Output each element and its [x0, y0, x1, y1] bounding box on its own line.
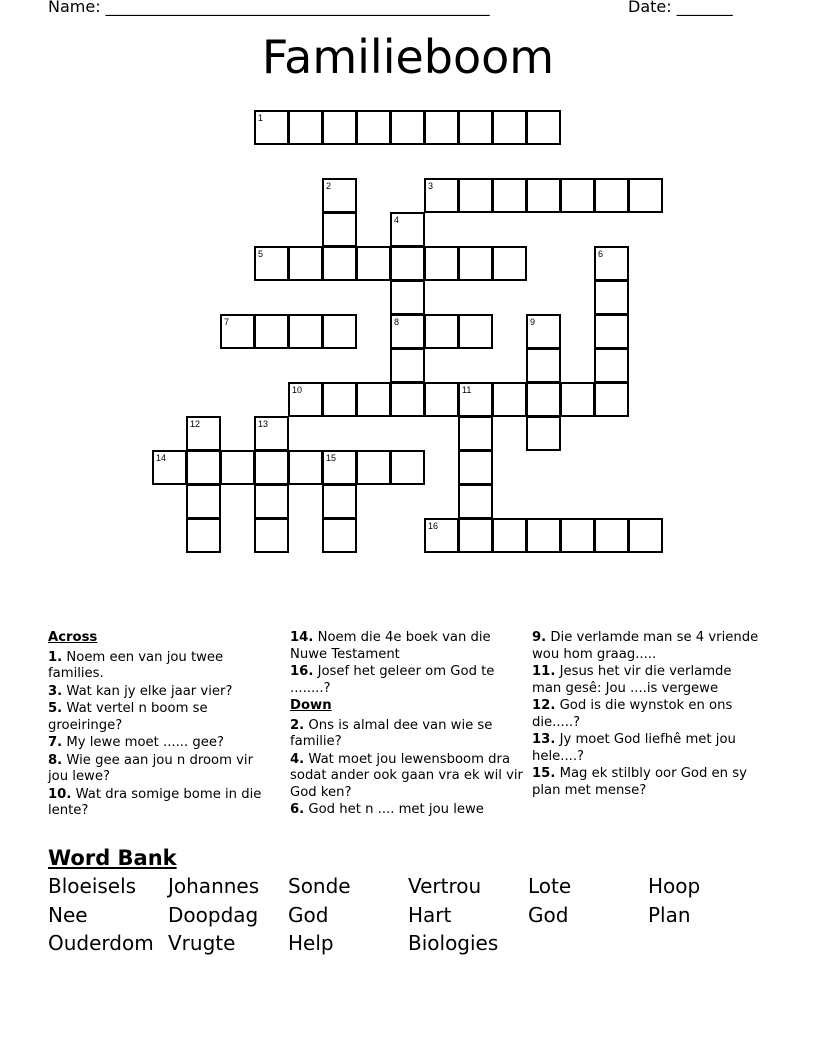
crossword-cell[interactable] — [458, 382, 493, 417]
cell-number: 7 — [224, 317, 230, 327]
crossword-cell[interactable] — [186, 416, 221, 451]
crossword-cell[interactable] — [526, 314, 561, 349]
clue-down-11: 11. Jesus het vir die verlamde man gesê: Jou ....is vergewe — [532, 664, 732, 696]
crossword-cell[interactable] — [424, 314, 459, 349]
word-bank-item: God — [528, 902, 569, 927]
crossword-cell[interactable] — [322, 314, 357, 349]
crossword-cell[interactable] — [220, 314, 255, 349]
clue-down-9: 9. Die verlamde man se 4 vriende wou hom graag..... — [532, 630, 759, 662]
crossword-cell[interactable] — [458, 110, 493, 145]
crossword-cell[interactable] — [526, 178, 561, 213]
crossword-cell[interactable] — [526, 416, 561, 451]
crossword-cell[interactable] — [322, 518, 357, 553]
cell-number: 16 — [428, 521, 439, 531]
word-bank-title: Word Bank — [48, 846, 177, 870]
crossword-cell[interactable] — [594, 280, 629, 315]
clue-across-10: 10. Wat dra somige bome in die lente? — [48, 786, 262, 818]
crossword-cell[interactable] — [390, 212, 425, 247]
clue-across-1: 1. Noem een van jou twee families. — [48, 649, 224, 681]
clue-down-13: 13. Jy moet God liefhê met jou hele....? — [532, 732, 736, 764]
crossword-cell[interactable] — [356, 382, 391, 417]
clue-across-3: 3. Wat kan jy elke jaar vier? — [48, 683, 233, 699]
word-bank-item: Vrugte — [168, 931, 236, 955]
cell-number: 15 — [326, 453, 337, 463]
crossword-cell[interactable] — [254, 314, 289, 349]
clues-column-3 — [532, 630, 762, 800]
clue-down-6: 6. God het n .... met jou lewe — [290, 802, 484, 817]
crossword-cell[interactable] — [390, 280, 425, 315]
word-bank-item: Help — [288, 931, 334, 955]
crossword-cell[interactable] — [186, 450, 221, 485]
cell-number: 10 — [292, 385, 303, 395]
clue-across-5: 5. Wat vertel n boom se groeiringe? — [48, 701, 208, 733]
crossword-cell[interactable] — [254, 246, 289, 281]
crossword-cell[interactable] — [288, 110, 323, 145]
word-bank-item: Lote — [528, 874, 572, 898]
crossword-cell[interactable] — [322, 246, 357, 281]
crossword-cell[interactable] — [594, 348, 629, 383]
crossword-cell[interactable] — [356, 450, 391, 485]
crossword-cell[interactable] — [322, 178, 357, 213]
crossword-cell[interactable] — [390, 110, 425, 145]
crossword-cell[interactable] — [458, 518, 493, 553]
name-label: Name: ________________________________________________ — [48, 0, 490, 16]
crossword-cell[interactable] — [424, 246, 459, 281]
cell-number: 5 — [258, 249, 264, 259]
crossword-cell[interactable] — [356, 110, 391, 145]
crossword-cell[interactable] — [492, 246, 527, 281]
crossword-cell[interactable] — [322, 484, 357, 519]
cell-number: 1 — [258, 113, 264, 123]
across-heading: Across — [48, 630, 98, 645]
crossword-cell[interactable] — [526, 348, 561, 383]
cell-number: 3 — [428, 181, 434, 191]
cell-number: 11 — [462, 385, 472, 395]
crossword-cell[interactable] — [322, 110, 357, 145]
cell-number: 14 — [156, 453, 167, 463]
crossword-cell[interactable] — [526, 110, 561, 145]
crossword-cell[interactable] — [424, 110, 459, 145]
crossword-cell[interactable] — [254, 416, 289, 451]
crossword-cell[interactable] — [560, 382, 595, 417]
word-bank-item: Doopdag — [168, 902, 259, 927]
crossword-cell[interactable] — [254, 484, 289, 519]
crossword-cell[interactable] — [424, 178, 459, 213]
cell-number: 2 — [326, 181, 332, 191]
crossword-cell[interactable] — [254, 518, 289, 553]
crossword-cell[interactable] — [186, 484, 221, 519]
crossword-cell[interactable] — [594, 246, 629, 281]
down-heading: Down — [290, 698, 332, 713]
clue-across-16: 16. Josef het geleer om God te ........? — [290, 664, 495, 696]
crossword-cell[interactable] — [594, 178, 629, 213]
clue-across-8: 8. Wie gee aan jou n droom vir jou lewe? — [48, 752, 254, 784]
crossword-cell[interactable] — [424, 518, 459, 553]
page-title: Familieboom — [261, 30, 555, 84]
clue-down-4: 4. Wat moet jou lewensboom dra sodat ander ook gaan vra ek wil vir God ken? — [290, 751, 523, 800]
crossword-cell[interactable] — [492, 382, 527, 417]
crossword-cell[interactable] — [492, 178, 527, 213]
crossword-cell[interactable] — [322, 212, 357, 247]
word-bank-item: Hart — [408, 902, 452, 927]
crossword-cell[interactable] — [186, 518, 221, 553]
clue-down-15: 15. Mag ek stilbly oor God en sy plan met mense? — [532, 766, 747, 798]
crossword-cell[interactable] — [254, 110, 289, 145]
crossword-cell[interactable] — [458, 416, 493, 451]
word-bank-item: Vertrou — [408, 874, 482, 898]
crossword-cell[interactable] — [594, 518, 629, 553]
crossword-cell[interactable] — [152, 450, 187, 485]
crossword-cell[interactable] — [594, 314, 629, 349]
cell-number: 13 — [258, 419, 269, 429]
crossword-cell[interactable] — [526, 382, 561, 417]
word-bank-item: Hoop — [648, 874, 701, 898]
crossword-cell[interactable] — [288, 314, 323, 349]
word-bank-item: Johannes — [168, 874, 260, 898]
crossword-cell[interactable] — [322, 382, 357, 417]
cell-number: 8 — [394, 317, 400, 327]
cell-number: 9 — [530, 317, 536, 327]
crossword-cell[interactable] — [560, 178, 595, 213]
crossword-cell[interactable] — [288, 246, 323, 281]
crossword-cell[interactable] — [628, 518, 663, 553]
crossword-cell[interactable] — [458, 178, 493, 213]
crossword-cell[interactable] — [492, 110, 527, 145]
crossword-cell[interactable] — [560, 518, 595, 553]
crossword-cell[interactable] — [594, 382, 629, 417]
date-label: Date: _______ — [628, 0, 733, 16]
crossword-cell[interactable] — [322, 450, 357, 485]
clues-column-2 — [290, 630, 525, 820]
crossword-cell[interactable] — [492, 518, 527, 553]
crossword-cell[interactable] — [458, 484, 493, 519]
crossword-cell[interactable] — [526, 518, 561, 553]
crossword-cell[interactable] — [220, 450, 255, 485]
cell-number: 6 — [598, 249, 604, 259]
crossword-cell[interactable] — [628, 178, 663, 213]
word-bank-item: Bloeisels — [48, 874, 137, 898]
crossword-cell[interactable] — [390, 246, 425, 281]
crossword-cell[interactable] — [356, 246, 391, 281]
crossword-cell[interactable] — [390, 382, 425, 417]
clue-down-12: 12. God is die wynstok en ons die.....? — [532, 698, 733, 730]
crossword-cell[interactable] — [254, 450, 289, 485]
word-bank-item: Nee — [48, 902, 88, 927]
crossword-cell[interactable] — [288, 450, 323, 485]
crossword-cell[interactable] — [390, 348, 425, 383]
crossword-cell[interactable] — [424, 382, 459, 417]
crossword-cell[interactable] — [458, 246, 493, 281]
clue-across-7: 7. My lewe moet ...... gee? — [48, 735, 224, 750]
crossword-cell[interactable] — [390, 314, 425, 349]
crossword-cell[interactable] — [458, 450, 493, 485]
clues-column-1 — [48, 630, 273, 821]
word-bank-item: Plan — [648, 902, 691, 927]
crossword-cell[interactable] — [288, 382, 323, 417]
cell-number: 4 — [394, 215, 400, 225]
clue-across-14: 14. Noem die 4e boek van die Nuwe Testament — [290, 630, 491, 662]
crossword-cell[interactable] — [390, 450, 425, 485]
word-bank-item: Ouderdom — [48, 931, 154, 955]
word-bank-item: Biologies — [408, 931, 499, 955]
cell-number: 12 — [190, 419, 201, 429]
crossword-cell[interactable] — [458, 314, 493, 349]
word-bank-item: God — [288, 902, 329, 927]
word-bank-item: Sonde — [288, 874, 351, 898]
clue-down-2: 2. Ons is almal dee van wie se familie? — [290, 717, 493, 749]
